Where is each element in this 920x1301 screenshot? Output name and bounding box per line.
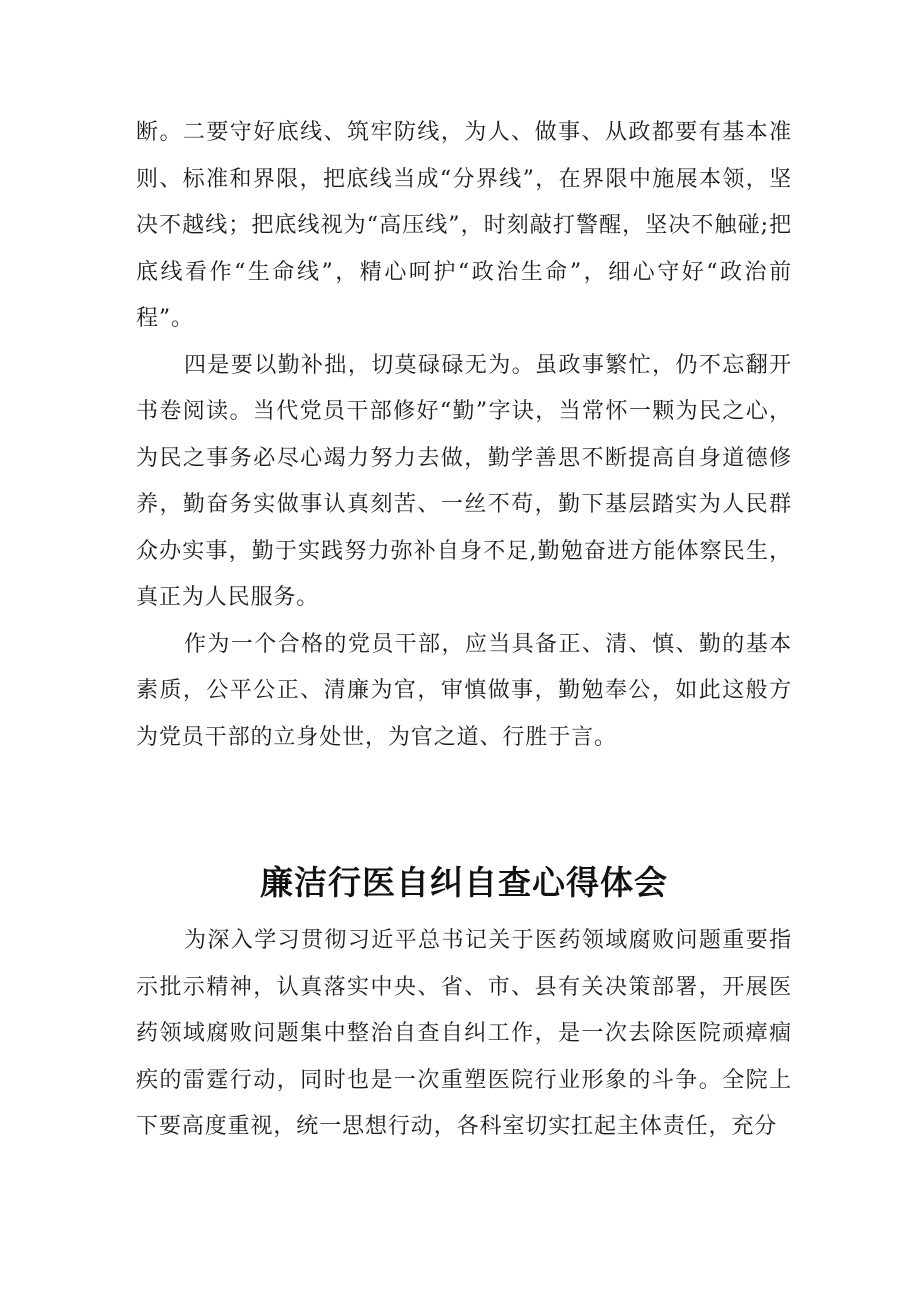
paragraph-diligence: 四是要以勤补拙，切莫碌碌无为。虽政事繁忙，仍不忘翻开书卷阅读。当代党员干部修好“勤”字诀，当常怀一颗为民之心，为民之事务必尽心竭力努力去做，勤学善思不断提高自身道德修养，勤奋务实做事认真刻苦、一丝不苟，勤下基层踏实为人民群众办实事，勤于实践努力弥补自身不足,勤勉奋进方能体察民生，真正为人民服务。: [136, 352, 792, 610]
section-two-title: 廉洁行医自纠自查心得体会: [260, 863, 668, 903]
section-two-body: [136, 918, 792, 1151]
paragraph-intro: 为深入学习贯彻习近平总书记关于医药领域腐败问题重要指示批示精神，认真落实中央、省、市、县有关决策部署，开展医药领域腐败问题集中整治自查自纠工作，是一次去除医院顽瘴痼疾的雷霆行动，同时也是一次重塑医院行业形象的斗争。全院上下要高度重视，统一思想行动，各科室切实扛起主体责任，充分: [136, 928, 792, 1139]
paragraph-continued: 断。二要守好底线、筑牢防线，为人、做事、从政都要有基本准则、标准和界限，把底线当成“分界线”，在界限中施展本领，坚决不越线；把底线视为“高压线”，时刻敲打警醒，坚决不触碰;把底线看作“生命线”，精心呵护“政治生命”，细心守好“政治前程”。: [136, 120, 792, 331]
section-one-body: [136, 110, 792, 761]
paragraph-conclusion: 作为一个合格的党员干部，应当具备正、清、慎、勤的基本素质，公平公正、清廉为官，审慎做事，勤勉奉公，如此这般方为党员干部的立身处世，为官之道、行胜于言。: [136, 631, 792, 750]
